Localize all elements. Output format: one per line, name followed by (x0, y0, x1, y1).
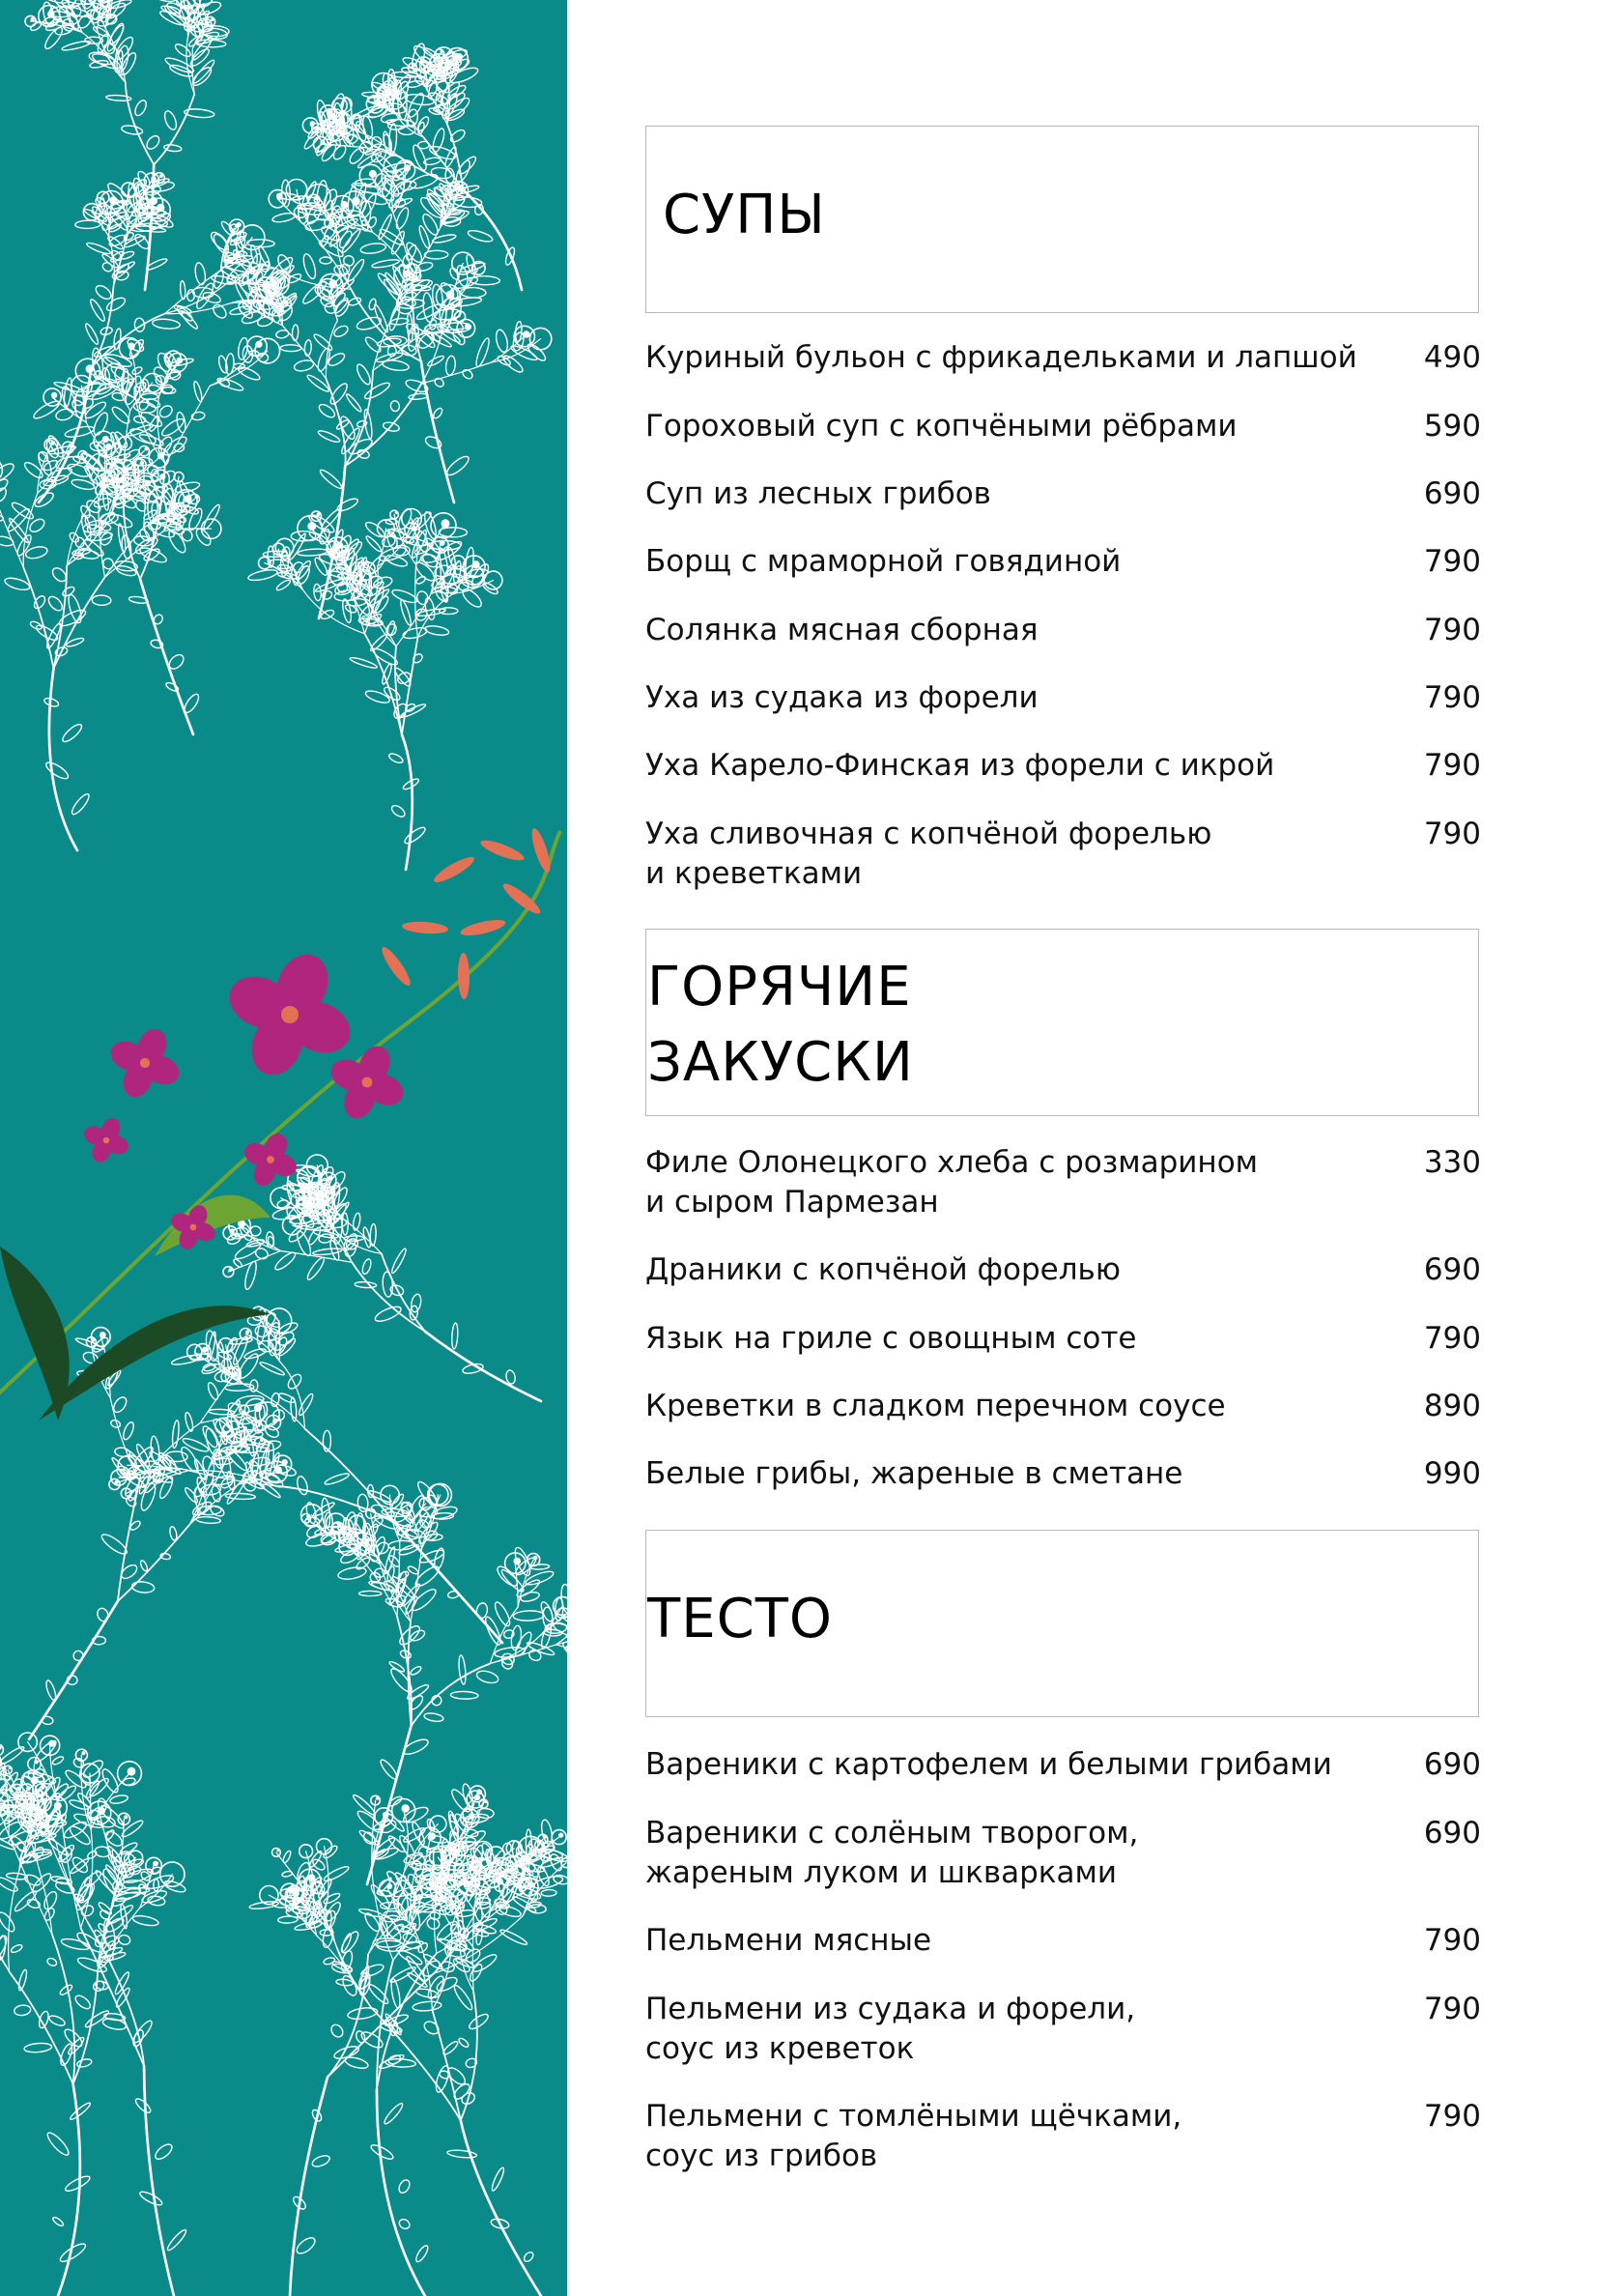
dish-price: 790 (1423, 1923, 1481, 1958)
dish-name: Филе Олонецкого хлеба с розмарином и сыром Пармезан (645, 1145, 1259, 1220)
dish-price: 690 (1423, 1747, 1481, 1782)
botanical-panel (0, 0, 567, 2296)
dish-name: Креветки в сладком перечном соусе (645, 1389, 1226, 1423)
dish-price: 990 (1423, 1456, 1481, 1491)
botanical-illustration (0, 0, 567, 2296)
dish-price: 690 (1423, 1252, 1481, 1287)
dish-price: 790 (1423, 613, 1481, 647)
dish-price: 790 (1423, 2099, 1481, 2134)
dish-name: Пельмени с томлёными щёчками, соус из грибов (645, 2099, 1182, 2173)
dish-name: Белые грибы, жареные в сметане (645, 1456, 1183, 1491)
section-title: СУПЫ (663, 184, 826, 246)
dish-name: Уха из судака из форели (645, 680, 1039, 715)
dish-price: 490 (1423, 340, 1481, 375)
dish-name: Гороховый суп с копчёными рёбрами (645, 409, 1238, 444)
dish-price: 590 (1423, 409, 1481, 444)
dish-price: 790 (1423, 544, 1481, 579)
dish-price: 790 (1423, 680, 1481, 715)
dish-price: 690 (1423, 1816, 1481, 1851)
dish-name: Драники с копчёной форелью (645, 1252, 1121, 1287)
dish-price: 790 (1423, 1992, 1481, 2026)
dish-price: 890 (1423, 1389, 1481, 1423)
dish-price: 790 (1423, 1321, 1481, 1356)
dish-name: Уха Карело-Финская из форели с икрой (645, 748, 1275, 783)
section-title: ТЕСТО (647, 1588, 833, 1650)
dish-price: 330 (1423, 1145, 1481, 1180)
dish-name: Борщ с мраморной говядиной (645, 544, 1122, 579)
dish-name: Суп из лесных грибов (645, 476, 991, 511)
dish-name: Солянка мясная сборная (645, 613, 1039, 647)
dish-name: Куриный бульон с фрикадельками и лапшой (645, 340, 1357, 375)
dish-price: 790 (1423, 817, 1481, 851)
dish-name: Пельмени мясные (645, 1923, 932, 1958)
dish-name: Уха сливочная с копчёной форелью и креветками (645, 817, 1212, 891)
dish-price: 790 (1423, 748, 1481, 783)
dish-name: Язык на гриле с овощным соте (645, 1321, 1137, 1356)
dish-name: Вареники с солёным творогом, жареным луком и шкварками (645, 1816, 1139, 1890)
dish-name: Пельмени из судака и форели, соус из креветок (645, 1992, 1136, 2066)
section-title: ГОРЯЧИЕ ЗАКУСКИ (647, 956, 914, 1094)
dish-price: 690 (1423, 476, 1481, 511)
dish-name: Вареники с картофелем и белыми грибами (645, 1747, 1332, 1782)
